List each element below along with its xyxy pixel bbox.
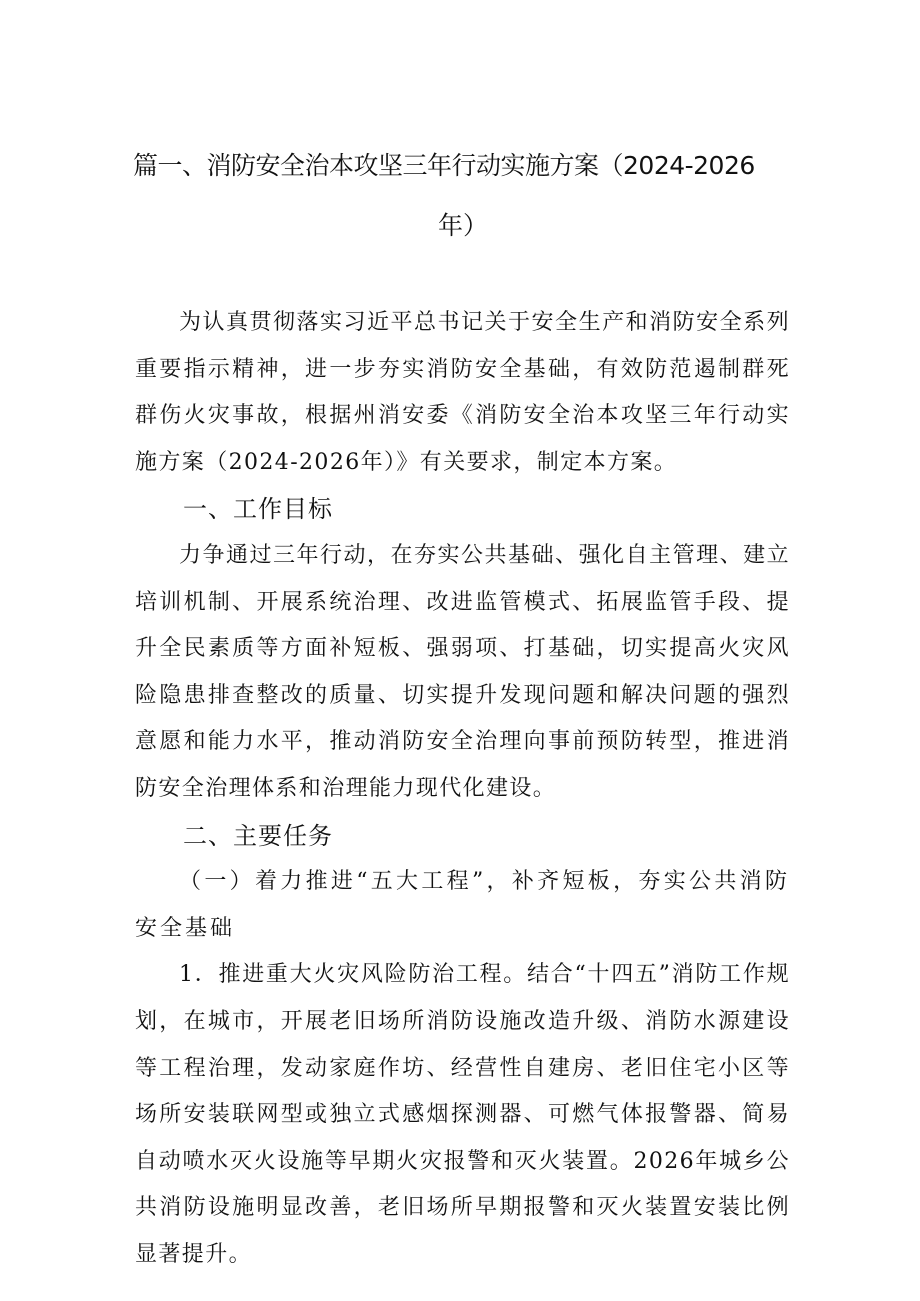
subsection-1-heading: （一）着力推进“五大工程”，补齐短板，夯实公共消防安全基础: [135, 869, 790, 941]
section-1-paragraph: 力争通过三年行动，在夯实公共基础、强化自主管理、建立培训机制、开展系统治理、改进监管模式、拓展监管手段、提升全民素质等方面补短板、强弱项、打基础，切实提高火灾风险隐患排查整改的质量、切实提升发现问题和解决问题的强烈意愿和能力水平，推动消防安全治理向事前预防转型，推进消防安全治理体系和治理能力现代化建设。: [135, 542, 790, 801]
intro-paragraph: 为认真贯彻落实习近平总书记关于安全生产和消防安全系列重要指示精神，进一步夯实消防安全基础，有效防范遏制群死群伤火灾事故，根据州消安委《消防安全治本攻坚三年行动实施方案（2024-2026年）》有关要求，制定本方案。: [135, 310, 790, 475]
document-title: [133, 142, 793, 250]
item-1-paragraph: 1．推进重大火灾风险防治工程。结合“十四五”消防工作规划，在城市，开展老旧场所消防设施改造升级、消防水源建设等工程治理，发动家庭作坊、经营性自建房、老旧住宅小区等场所安装联网型或独立式感烟探测器、可燃气体报警器、简易自动喷水灭火设施等早期火灾报警和灭火装置。2026年城乡公共消防设施明显改善，老旧场所早期报警和灭火装置安装比例显著提升。: [135, 962, 790, 1267]
section-2-heading: 二、主要任务: [183, 821, 333, 850]
document-body: [135, 300, 790, 1278]
title-line-2: 年）: [437, 211, 488, 240]
title-line-1: 篇一、消防安全治本攻坚三年行动实施方案（2024-2026: [133, 151, 755, 180]
section-1-heading: 一、工作目标: [183, 495, 333, 524]
